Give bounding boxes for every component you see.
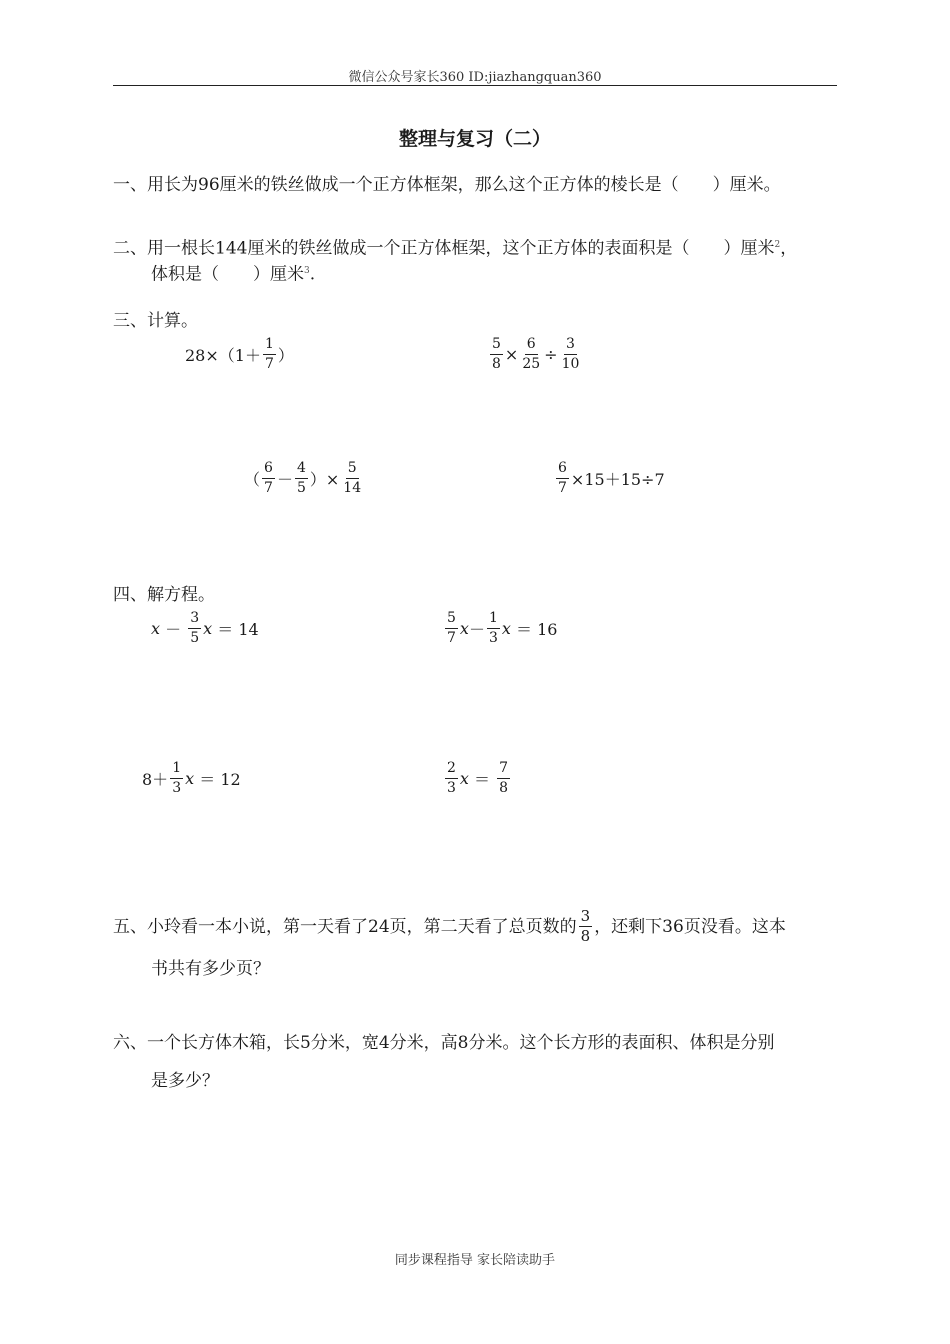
equation-4 (443, 760, 512, 797)
fraction (445, 760, 458, 797)
fraction (263, 336, 276, 373)
close-paren-operator: ）× (309, 470, 340, 489)
numerator: 6 (556, 460, 569, 479)
question-5-line-2: 书共有多少页？ (151, 959, 270, 979)
denominator: 8 (492, 356, 501, 372)
numerator: 1 (170, 760, 183, 779)
numerator: 6 (262, 460, 275, 479)
operator: ÷ (544, 345, 558, 364)
denominator: 10 (561, 356, 580, 372)
page-header: 微信公众号家长360 ID:jiazhangquan360 (348, 70, 602, 85)
numerator: 3 (564, 336, 577, 355)
question-3-heading: 三、计算。 (113, 311, 198, 331)
numerator: 3 (580, 907, 591, 925)
fraction (188, 610, 201, 647)
fraction (556, 460, 569, 497)
variable: x (203, 619, 213, 638)
question-2-comma: ， (780, 238, 798, 259)
numerator: 7 (497, 760, 510, 779)
operator: × (504, 345, 519, 364)
denominator: 3 (488, 630, 498, 646)
variable: x (459, 619, 469, 638)
fraction (497, 760, 510, 797)
page-footer: 同步课程指导 家长陪读助手 (394, 1253, 556, 1268)
question-1: 一、用长为96厘米的铁丝做成一个正方体框架，那么这个正方体的棱长是（ ）厘米。 (113, 175, 781, 195)
question-2-text: 二、用一根长144厘米的铁丝做成一个正方体框架，这个正方体的表面积是（ ）厘米 (113, 238, 775, 259)
question-2-volume-text: 体积是（ ）厘米 (151, 264, 304, 285)
fraction (170, 760, 183, 797)
fraction (579, 908, 593, 945)
equation-3 (142, 760, 241, 797)
question-2-line-2 (151, 260, 315, 286)
numerator: 5 (490, 336, 503, 355)
operator: － (468, 620, 485, 639)
denominator: 7 (447, 630, 456, 646)
numerator: 6 (525, 336, 538, 355)
numerator: 4 (295, 460, 308, 479)
calc-expression-3 (244, 460, 365, 497)
open-paren: （ (244, 470, 261, 489)
operator: － (160, 620, 187, 639)
fraction (445, 610, 458, 647)
denominator: 5 (190, 630, 200, 646)
fraction (341, 460, 363, 497)
equals-sign: ＝ (468, 770, 496, 789)
question-5-line-1 (113, 908, 786, 945)
question-2-period: . (309, 264, 316, 285)
numerator: 5 (445, 610, 458, 629)
variable: x (151, 619, 161, 638)
fraction (295, 460, 308, 497)
denominator: 7 (264, 356, 274, 372)
calc-4-rest: ×15＋15÷7 (570, 470, 665, 489)
numerator: 1 (263, 336, 276, 355)
fraction (262, 460, 275, 497)
fraction (560, 336, 582, 373)
denominator: 8 (499, 780, 509, 796)
calc-expression-2 (488, 336, 583, 373)
denominator: 7 (558, 480, 567, 496)
variable: x (501, 619, 511, 638)
fraction (490, 336, 503, 373)
square-unit-exponent: 2 (774, 240, 781, 250)
equation-rhs: ＝ 16 (510, 620, 558, 639)
question-4-heading: 四、解方程。 (113, 585, 215, 605)
denominator: 5 (296, 480, 306, 496)
numerator: 5 (346, 460, 359, 479)
calc-expression-1 (185, 336, 294, 373)
equation-rhs: ＝ 12 (194, 770, 241, 789)
denominator: 8 (580, 927, 591, 945)
numerator: 3 (188, 610, 201, 629)
fraction (487, 610, 500, 647)
variable: x (459, 769, 469, 788)
calc-expression-4 (554, 460, 665, 497)
equation-rhs: ＝ 14 (212, 620, 259, 639)
question-5-text-post: ，还剩下36页没看。这本 (594, 916, 786, 937)
numerator: 1 (487, 610, 500, 629)
cubic-unit-exponent: 3 (304, 266, 310, 276)
header-divider (113, 85, 837, 86)
page-title: 整理与复习（二） (398, 128, 551, 150)
calc-1-prefix: 28×（1＋ (185, 346, 261, 365)
question-6-line-2: 是多少？ (151, 1071, 219, 1091)
equation-1 (151, 610, 259, 647)
equation-prefix: 8＋ (142, 770, 169, 789)
variable: x (185, 769, 195, 788)
denominator: 3 (447, 780, 456, 796)
calc-1-suffix: ） (277, 346, 294, 365)
denominator: 3 (172, 780, 182, 796)
denominator: 14 (343, 480, 362, 496)
denominator: 7 (264, 480, 273, 496)
question-2-line-1 (113, 234, 797, 260)
fraction (520, 336, 542, 373)
numerator: 2 (445, 760, 458, 779)
equation-2 (443, 610, 557, 647)
question-5-text-pre: 五、小玲看一本小说，第一天看了24页，第二天看了总页数的 (113, 916, 577, 937)
question-6-line-1: 六、一个长方体木箱，长5分米，宽4分米，高8分米。这个长方形的表面积、体积是分别 (113, 1033, 775, 1053)
denominator: 25 (522, 356, 541, 372)
operator: － (276, 470, 293, 489)
